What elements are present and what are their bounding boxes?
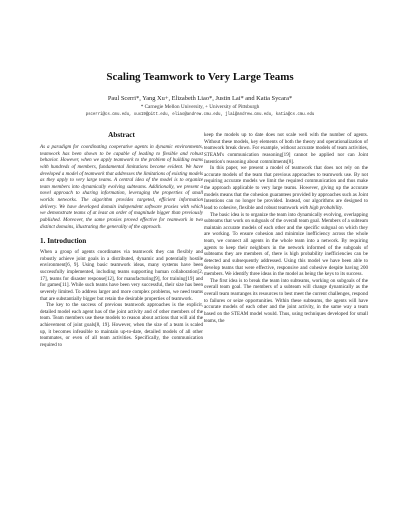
emphasis-text: with high probability [299, 204, 343, 211]
body-paragraph: The basic idea is to organize the team into dynamically evolving, overlapping subteams that work on subgoals of the overall team goal. Members of a subteam maintain accurate models of each other and the specific subgoal on which they are working. To ensure cohesion and minimize inefficiency across the whole team, we connect all agents in the whole team into a network. By requiring agents to keep their neighbors in the network informed of the subgoals of subteams they are members of, there is high probability inefficiencies can be detected and subsequently addressed. Using this model we have been able to develop teams that were effective, responsive and cohesive despite having 200 members. We identify three ideas in the model as being the keys to its success. [204, 211, 368, 278]
body-paragraph: The first idea is to break the team into subteams, working on subgoals of the overall team goal. The members of a subteam will change dynamically as the overall team rearranges its resources to best meet the current challenges, respond to failures or seize opportunities. Within these subteams, the agents will have accurate models of each other and the joint activity, in the same way a team based on the STEAM model would. Thus, using techniques developed for small teams, the [204, 277, 368, 324]
author-emails: pscerri@cs.cmu.edu, xux19@pitt.edu, eliao@andrew.cmu.edu, jlai@andrew.cmu.edu, katia@cs.cmu.edu [85, 113, 315, 117]
body-text: In this paper, we present a model of teamwork that does not rely on the accurate models of the team that previous approaches to teamwork use. By not requiring accurate models we limit the required communication and thus make the approach applicable to very large teams. However, giving up the accurate models means that the cohesion guarantees provided by approaches such as Joint Intentions can no longer be provided. Instead, our algorithms are designed to lead to cohesive, flexible and robust teamwork [204, 165, 368, 211]
affiliations: * Carnegie Mellon University, + University of Pittsburgh [140, 104, 260, 110]
body-text: . [342, 204, 344, 211]
author-list: Paul Scerri*, Yang Xu+, Elizabeth Liao*, Justin Lai* and Katia Sycara* [107, 95, 293, 102]
body-paragraph [204, 165, 368, 211]
intro-paragraph: The key to the success of previous teamwork approaches is the explicit, detailed model each agent has of the joint activity and of other members of the team. Team members use these models to reason about actions that will aid the achievement of joint goals[8, 19]. However, when the size of a team is scaled up, it becomes infeasible to maintain up-to-date, detailed models of all other teammates, or even of all team activities. Specifically, the communication required to [40, 302, 203, 348]
left-column [40, 131, 203, 349]
intro-paragraph: When a group of agents coordinates via teamwork they can flexibly and robustly achieve joint goals in a distributed, dynamic and potentially hostile environment[6, 9]. Using basic teamwork ideas, many systems have been successfully implemented, including teams supporting human collaboration[2, 17], teams for disaster response[12], for manufacturing[9], for training[19] and for games[11]. While such teams have been very successful, their size has been severely limited. To address larger and more complex problems, we need teams that are substantially bigger but retain the desirable properties of teamwork. [40, 249, 203, 302]
body-paragraph: keep the models up to date does not scale well with the number of agents. Without these models, key elements of both the theory and operationalization of teamwork break down. For example, without accurate models of team activities, STEAM's communication reasoning[19] cannot be applied nor can Joint Intention's reasoning about commitments[8]. [204, 132, 368, 165]
abstract-heading: Abstract [108, 131, 135, 139]
section-heading-introduction: 1. Introduction [40, 237, 87, 246]
right-column [204, 132, 368, 324]
abstract-text: As a paradigm for coordinating cooperative agents in dynamic environments, teamwork has been shown to be capable of leading to flexible and robust behavior. However, when we apply teamwork to the problem of building teams with hundreds of members, fundamental limitations become evident. We have developed a model of teamwork that addresses the limitations of existing models as they apply to very large teams. A central idea of the model is to organize team members into dynamically evolving subteams. Additionally, we present a novel approach to sharing information, leveraging the properties of small worlds networks. The algorithm provides targeted, efficient information delivery. We have developed domain independent software proxies with which we demonstrate teams of at least an order of magnitude bigger than previously published. Moreover, the same proxies proved effective for teamwork in two distinct domains, illustrating the generality of the approach. [40, 144, 203, 230]
paper-title: Scaling Teamwork to Very Large Teams [106, 71, 294, 83]
